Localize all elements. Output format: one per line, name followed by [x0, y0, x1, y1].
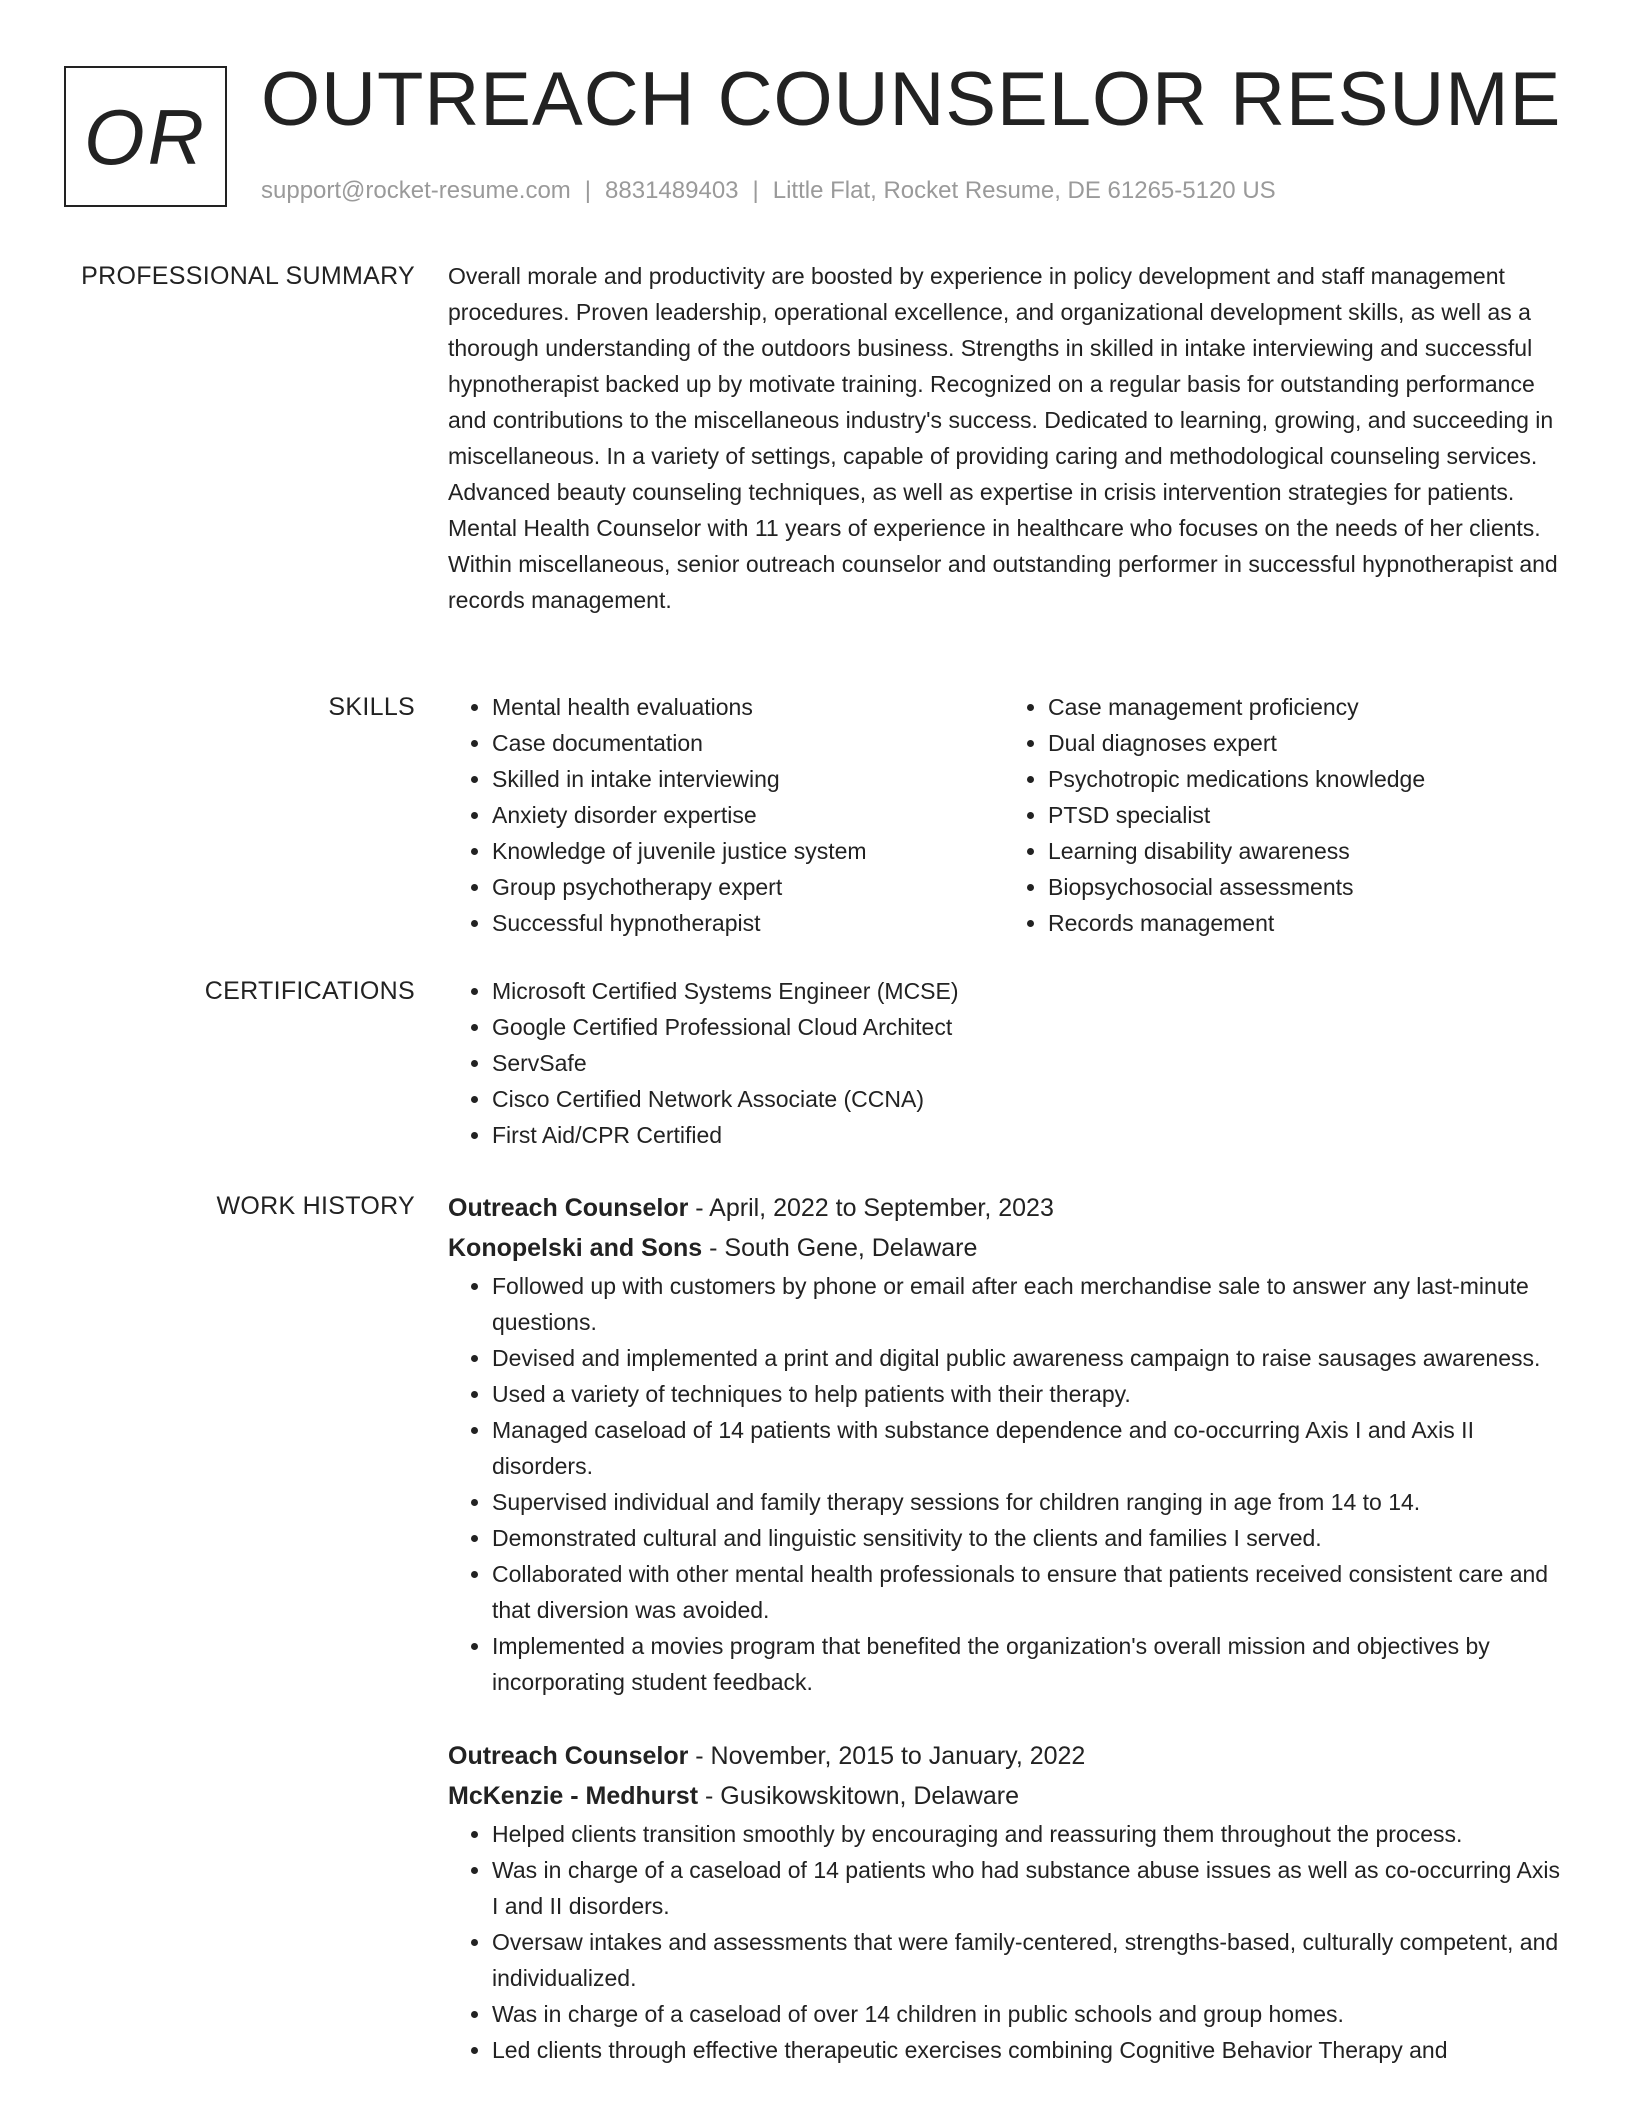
skill-item: • Group psychotherapy expert [492, 869, 1004, 905]
contact-phone: 8831489403 [605, 177, 739, 204]
skill-item: • Mental health evaluations [492, 689, 1004, 725]
job-entry [448, 1188, 1560, 1700]
job-entry [448, 1736, 1560, 2068]
certification-item: • First Aid/CPR Certified [492, 1117, 1560, 1153]
job-duty-item: • Collaborated with other mental health professionals to ensure that patients received consistent care and that diversion was avoided. [492, 1556, 1560, 1628]
contact-separator: | [752, 177, 759, 204]
section-label-professional-summary: PROFESSIONAL SUMMARY [81, 262, 415, 290]
job-duty-item: • Followed up with customers by phone or email after each merchandise sale to answer any last-minute questions. [492, 1268, 1560, 1340]
job-duty-item: • Was in charge of a caseload of 14 patients who had substance abuse issues as well as co-occurring Axis I and II disorders. [492, 1852, 1560, 1924]
job-duty-item: • Oversaw intakes and assessments that were family-centered, strengths-based, culturally competent, and individualized. [492, 1924, 1560, 1996]
skills-list-right [1004, 689, 1560, 941]
skill-item: • PTSD specialist [1048, 797, 1560, 833]
job-title-line [448, 1736, 1560, 1776]
skill-item: • Successful hypnotherapist [492, 905, 1004, 941]
job-title-line [448, 1188, 1560, 1228]
job-employer: Konopelski and Sons [448, 1234, 703, 1262]
job-duty-item: • Was in charge of a caseload of over 14 children in public schools and group homes. [492, 1996, 1560, 2032]
section-label-certifications: CERTIFICATIONS [204, 977, 415, 1005]
job-dates: - November, 2015 to January, 2022 [688, 1742, 1086, 1770]
job-duty-item: • Supervised individual and family therapy sessions for children ranging in age from 14 to 14. [492, 1484, 1560, 1520]
skill-item: • Knowledge of juvenile justice system [492, 833, 1004, 869]
skill-item: • Skilled in intake interviewing [492, 761, 1004, 797]
certification-item: • Google Certified Professional Cloud Architect [492, 1009, 1560, 1045]
job-duty-item: • Led clients through effective therapeutic exercises combining Cognitive Behavior Therapy and [492, 2032, 1560, 2068]
skill-item: • Learning disability awareness [1048, 833, 1560, 869]
job-duties-list [448, 1816, 1560, 2068]
job-duty-item: • Managed caseload of 14 patients with substance dependence and co-occurring Axis I and Axis II disorders. [492, 1412, 1560, 1484]
job-duty-item: • Used a variety of techniques to help patients with their therapy. [492, 1376, 1560, 1412]
section-label-work-history: WORK HISTORY [216, 1192, 415, 1220]
skill-item: • Records management [1048, 905, 1560, 941]
skill-item: • Case management proficiency [1048, 689, 1560, 725]
job-duty-item: • Devised and implemented a print and digital public awareness campaign to raise sausages awareness. [492, 1340, 1560, 1376]
skills-list-left [448, 689, 1004, 941]
job-duty-item: • Demonstrated cultural and linguistic sensitivity to the clients and families I served. [492, 1520, 1560, 1556]
contact-address: Little Flat, Rocket Resume, DE 61265-5120 US [772, 177, 1276, 204]
skill-item: • Anxiety disorder expertise [492, 797, 1004, 833]
contact-separator: | [584, 177, 592, 204]
job-duty-item: • Helped clients transition smoothly by encouraging and reassuring them throughout the process. [492, 1816, 1560, 1852]
job-location: - Gusikowskitown, Delaware [698, 1782, 1019, 1810]
job-title: Outreach Counselor [448, 1742, 689, 1770]
job-location: - South Gene, Delaware [702, 1234, 978, 1262]
job-dates: - April, 2022 to September, 2023 [688, 1194, 1054, 1222]
certification-item: • ServSafe [492, 1045, 1560, 1081]
summary-body [448, 258, 1560, 618]
job-employer-line [448, 1776, 1560, 1816]
certification-item: • Microsoft Certified Systems Engineer (MCSE) [492, 973, 1560, 1009]
contact-email: support@rocket-resume.com [261, 177, 571, 204]
skill-item: • Biopsychosocial assessments [1048, 869, 1560, 905]
section-label-skills: SKILLS [328, 693, 415, 721]
job-employer-line [448, 1228, 1560, 1268]
work-history-body [448, 1188, 1560, 2104]
job-duty-item: • Implemented a movies program that benefited the organization's overall mission and objectives by incorporating student feedback. [492, 1628, 1560, 1700]
certification-item: • Cisco Certified Network Associate (CCNA) [492, 1081, 1560, 1117]
skill-item: • Dual diagnoses expert [1048, 725, 1560, 761]
summary-text: Overall morale and productivity are boosted by experience in policy development and staff management procedures. Proven leadership, operational excellence, and organizational development skills, as well as a thorough understanding of the outdoors business. Strengths in skilled in intake interviewing and successful hypnotherapist backed up by motivate training. Recognized on a regular basis for outstanding performance and contributions to the miscellaneous industry's success. Dedicated to learning, growing, and succeeding in miscellaneous. In a variety of settings, capable of providing caring and methodological counseling services. Advanced beauty counseling techniques, as well as expertise in crisis intervention strategies for patients. Mental Health Counselor with 11 years of experience in healthcare who focuses on the needs of her clients. Within miscellaneous, senior outreach counselor and outstanding performer in successful hypnotherapist and records management. [448, 263, 1558, 613]
monogram: OR [84, 92, 207, 181]
job-title: Outreach Counselor [448, 1194, 689, 1222]
skill-item: • Psychotropic medications knowledge [1048, 761, 1560, 797]
job-duties-list [448, 1268, 1560, 1700]
certifications-list [448, 973, 1560, 1153]
monogram-box [64, 66, 227, 207]
certifications-body [448, 973, 1560, 1153]
job-employer: McKenzie - Medhurst [448, 1782, 699, 1810]
contact-line [261, 176, 1276, 206]
skill-item: • Case documentation [492, 725, 1004, 761]
skills-body [448, 689, 1560, 941]
resume-title: OUTREACH COUNSELOR RESUME [261, 57, 1562, 142]
